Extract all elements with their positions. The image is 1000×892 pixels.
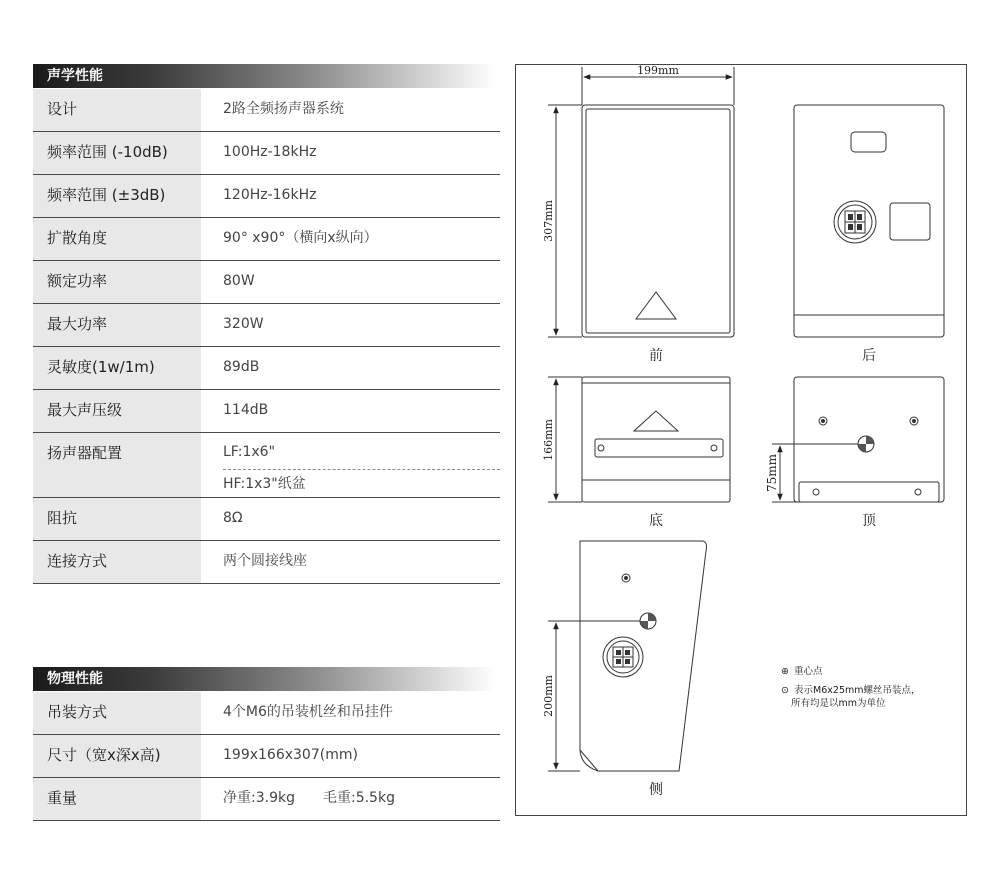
spec-label: 阻抗 <box>33 498 201 540</box>
acoustic-spec-table <box>33 89 500 584</box>
hole-symbol-icon: ⊙ <box>781 685 789 696</box>
physical-section-header <box>33 667 495 691</box>
view-label-back: 后 <box>862 348 876 364</box>
spec-row-driver-config <box>33 433 500 498</box>
spec-row-impedance <box>33 498 500 541</box>
front-logo-triangle <box>636 292 676 319</box>
spec-value: 320W <box>223 316 264 332</box>
depth-dimension-text: 166mm <box>542 419 555 461</box>
spec-label: 尺寸（宽x深x高) <box>33 735 201 777</box>
spec-row-connection <box>33 541 500 584</box>
legend-hole-line1: 表示M6x25mm螺丝吊装点， <box>794 685 921 696</box>
width-dimension-text: 199mm <box>637 65 679 77</box>
height-dimension-text: 307mm <box>542 200 555 242</box>
spec-row-weight <box>33 778 500 821</box>
bottom-bracket <box>595 439 723 457</box>
spec-label: 吊装方式 <box>33 692 201 734</box>
gross-weight: 毛重:5.5kg <box>322 790 395 806</box>
spec-value: 4个M6的吊装机丝和吊挂件 <box>223 704 393 720</box>
spec-value-hf: HF:1x3"纸盆 <box>223 476 306 492</box>
spec-label: 扬声器配置 <box>33 433 201 497</box>
spec-row-freq-3db <box>33 175 500 218</box>
physical-section-title: 物理性能 <box>47 671 103 687</box>
cg-symbol-icon: ⊕ <box>781 666 789 677</box>
spec-label: 连接方式 <box>33 541 201 583</box>
spec-value: 8Ω <box>223 510 243 526</box>
net-weight: 净重:3.9kg <box>223 790 295 806</box>
spec-row-rated-power <box>33 261 500 304</box>
drawing-legend <box>779 665 921 710</box>
spec-value: 114dB <box>223 402 269 418</box>
legend-hole-note <box>779 697 921 710</box>
acoustic-section-header <box>33 64 495 88</box>
spec-value: 199x166x307(mm) <box>223 747 358 763</box>
spec-row-rigging <box>33 692 500 735</box>
spec-value-weight <box>223 778 395 819</box>
spec-value: 89dB <box>223 359 260 375</box>
spec-label: 最大声压级 <box>33 390 201 432</box>
legend-cg-label: 重心点 <box>794 666 823 677</box>
bottom-logo-triangle <box>634 411 678 431</box>
cg-dimension-text: 75mm <box>765 453 779 493</box>
side-dimension-text: 200mm <box>542 675 555 717</box>
view-label-side: 侧 <box>649 782 663 798</box>
front-view-outline <box>582 105 734 337</box>
view-label-front: 前 <box>649 348 663 364</box>
front-grille <box>586 109 730 333</box>
spec-row-max-spl <box>33 390 500 433</box>
spec-value: 2路全频扬声器系统 <box>223 101 344 117</box>
dashed-divider <box>223 469 500 470</box>
spec-label: 频率范围 (±3dB) <box>33 175 201 217</box>
acoustic-section-title: 声学性能 <box>47 68 103 84</box>
spec-value: 120Hz-16kHz <box>223 187 317 203</box>
spec-value: 两个圆接线座 <box>223 553 307 569</box>
legend-cg <box>779 665 921 678</box>
spec-row-max-power <box>33 304 500 347</box>
physical-spec-table <box>33 692 500 821</box>
legend-hole-line2: 所有均是以mm为单位 <box>791 698 886 709</box>
spec-value: 100Hz-18kHz <box>223 144 317 160</box>
spec-value-lf: LF:1x6" <box>223 444 276 460</box>
spec-row-dimensions <box>33 735 500 778</box>
spec-label: 灵敏度(1w/1m) <box>33 347 201 389</box>
back-handle <box>851 132 886 152</box>
spec-label: 最大功率 <box>33 304 201 346</box>
spec-row-sensitivity <box>33 347 500 390</box>
spec-row-design <box>33 89 500 132</box>
spec-label: 频率范围 (-10dB) <box>33 132 201 174</box>
back-view-outline <box>794 105 944 337</box>
back-plate <box>890 203 930 240</box>
spec-value: 90° x90°（横向x纵向） <box>223 230 378 246</box>
view-label-bottom: 底 <box>649 513 663 529</box>
technical-drawing <box>515 64 967 816</box>
legend-hole <box>779 684 921 697</box>
spec-value: 80W <box>223 273 255 289</box>
spec-label: 额定功率 <box>33 261 201 303</box>
top-bracket <box>799 482 939 502</box>
view-label-top: 顶 <box>862 513 876 529</box>
spec-row-freq-10db <box>33 132 500 175</box>
spec-row-dispersion <box>33 218 500 261</box>
spec-label: 重量 <box>33 778 201 820</box>
spec-label: 扩散角度 <box>33 218 201 260</box>
spec-label: 设计 <box>33 89 201 131</box>
